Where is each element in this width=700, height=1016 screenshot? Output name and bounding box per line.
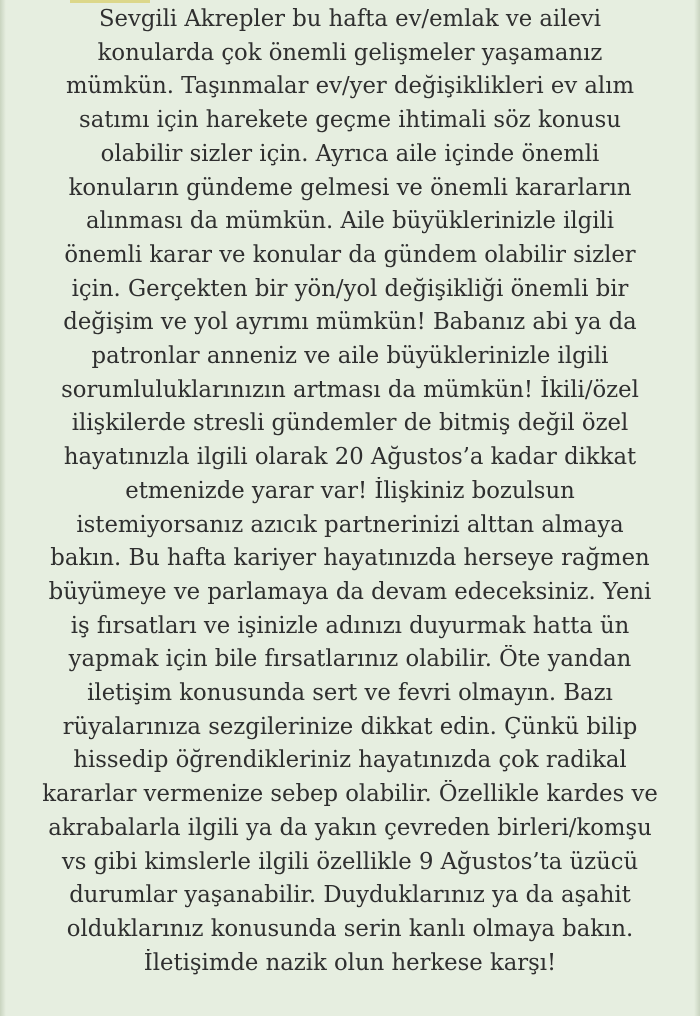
text-line: iletişim konusunda sert ve fevri olmayın. Bazı [87, 679, 613, 707]
text-line: hissedip öğrendikleriniz hayatınızda çok radikal [73, 746, 627, 774]
text-line: olabilir sizler için. Ayrıca aile içinde önemli [100, 139, 600, 167]
text-line: satımı için harekete geçme ihtimali söz konusu [79, 106, 621, 134]
text-line: Sevgili Akrepler bu hafta ev/emlak ve ailevi [98, 5, 602, 32]
horoscope-text [0, 2, 700, 979]
text-line: kararlar vermenize sebep olabilir. Özellikle kardes ve [42, 780, 658, 808]
text-line: değişim ve yol ayrımı mümkün! Babanız abi ya da [63, 308, 637, 336]
text-line: olduklarınız konusunda serin kanlı olmaya bakın. [66, 914, 634, 942]
text-line: alınması da mümkün. Aile büyüklerinizle ilgili [85, 207, 615, 235]
text-line: durumlar yaşanabilir. Duyduklarınız ya da aşahit [69, 881, 631, 909]
text-line: iş fırsatları ve işinizle adınızı duyurmak hatta ün [70, 611, 630, 639]
text-line: konuların gündeme gelmesi ve önemli kararların [68, 173, 632, 201]
text-line: istemiyorsanız azıcık partnerinizi alttan almaya [76, 510, 624, 538]
text-line: önemli karar ve konular da gündem olabilir sizler [64, 240, 636, 268]
text-line: ilişkilerde stresli gündemler de bitmiş değil özel [71, 409, 629, 437]
text-line: vs gibi kimslerle ilgili özellikle 9 Ağustos’ta üzücü [61, 847, 639, 875]
text-line: patronlar anneniz ve aile büyüklerinizle ilgili [91, 342, 609, 370]
text-line: etmenizde yarar var! İlişkiniz bozulsun [125, 476, 575, 504]
text-line: akrabalarla ilgili ya da yakın çevreden birleri/komşu [48, 813, 652, 841]
text-line: sorumluluklarınızın artması da mümkün! İkili/özel [61, 375, 639, 403]
text-line: hayatınızla ilgili olarak 20 Ağustos’a kadar dikkat [63, 443, 637, 471]
text-line: mümkün. Taşınmalar ev/yer değişiklikleri ev alım [65, 72, 635, 100]
text-line: İletişimde nazik olun herkese karşı! [143, 948, 557, 976]
text-line: bakın. Bu hafta kariyer hayatınızda herseye rağmen [50, 544, 650, 572]
text-line: yapmak için bile fırsatlarınız olabilir. Öte yandan [68, 645, 632, 673]
text-line: büyümeye ve parlamaya da devam edeceksiniz. Yeni [48, 577, 652, 605]
text-line: konularda çok önemli gelişmeler yaşamanız [97, 38, 603, 66]
text-line: rüyalarınıza sezgilerinize dikkat edin. Çünkü bilip [62, 712, 638, 740]
text-line: için. Gerçekten bir yön/yol değişikliği önemli bir [71, 274, 629, 302]
